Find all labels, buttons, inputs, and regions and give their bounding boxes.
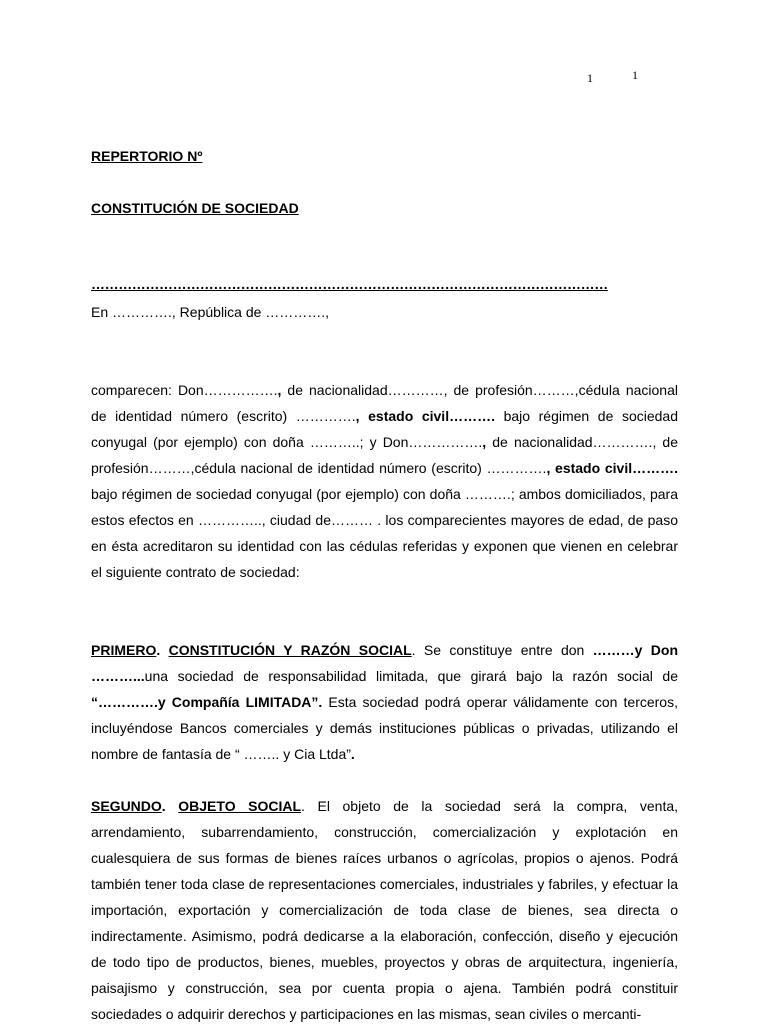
comparecen-paragraph	[91, 377, 678, 585]
text-run: “………….y Compañía LIMITADA”.	[91, 694, 323, 710]
text-run: una sociedad de responsabilidad limitada, que girará bajo la razón social de	[144, 668, 678, 684]
text-run: comparecen: Don…………….	[91, 382, 278, 398]
text-run: CONSTITUCIÓN Y RAZÓN SOCIAL	[168, 642, 412, 658]
document-title: CONSTITUCIÓN DE SOCIEDAD	[91, 200, 299, 216]
page-number: 1	[632, 68, 638, 82]
text-run: , estado civil……….	[355, 408, 495, 424]
place-line: En …………., República de ………….,	[91, 304, 330, 320]
text-run: .	[161, 798, 179, 814]
text-run: .	[350, 746, 355, 762]
text-run: ………y Don ………...	[91, 642, 679, 684]
clause-segundo	[91, 793, 678, 1024]
text-run: . Se constituye entre don	[411, 642, 593, 658]
text-run: PRIMERO	[91, 642, 157, 658]
text-run: OBJETO SOCIAL	[178, 798, 302, 814]
text-run: bajo régimen de sociedad conyugal (por ejemplo) con doña ………..; y Don…………….	[91, 408, 678, 450]
text-run: bajo régimen de sociedad conyugal (por ejemplo) con doña ……….; ambos domiciliados, para estos efectos en ………….., ciudad de……… . los comparecientes mayores de edad, de paso en ésta acreditaron su identidad con las cédulas referidas y exponen que vienen en celebrar el siguiente contrato de sociedad:	[91, 486, 678, 580]
text-run: de nacionalidad…………, de profesión………,cédula nacional de identidad número (escrito) ………….	[91, 382, 678, 424]
text-run: Esta sociedad podrá operar válidamente con terceros, incluyéndose Bancos comerciales y demás instituciones públicas o privadas, utilizando el nombre de fantasía de “ …….. y Cia Ltda”	[91, 694, 678, 762]
clause-primero	[91, 637, 678, 767]
text-run: de nacionalidad…………., de profesión………,cédula nacional de identidad número (escrito) ………….	[91, 434, 679, 476]
text-run: ,	[482, 434, 487, 450]
dotted-fill-line: ……………………………………………………………………………………………………	[91, 276, 608, 292]
text-run: .	[156, 642, 169, 658]
repertorio-heading: REPERTORIO Nº	[91, 148, 203, 164]
text-run: . El objeto de la sociedad será la compra, venta, arrendamiento, subarrendamiento, construcción, comercialización y explotación en cualesquiera de sus formas de bienes raíces urbanos o agrícolas, propios o ajenos. Podrá también tener toda clase de representaciones comerciales, industriales y fabriles, y efectuar la importación, exportación y comercialización de toda clase de bienes, sea directa o indirectamente. Asimismo, podrá dedicarse a la elaboración, confección, diseño y ejecución de todo tipo de productos, bienes, muebles, proyectos y obras de arquitectura, ingeniería, paisajismo y construcción, sea por cuenta propia o ajena. También podrá constituir sociedades o adquirir derechos y participaciones en las mismas, sean civiles o mercanti-	[91, 798, 679, 1022]
text-run: , estado civil……….	[546, 460, 678, 476]
text-run: ,	[277, 382, 282, 398]
page-number: 1	[587, 71, 593, 85]
text-run: SEGUNDO	[91, 798, 162, 814]
